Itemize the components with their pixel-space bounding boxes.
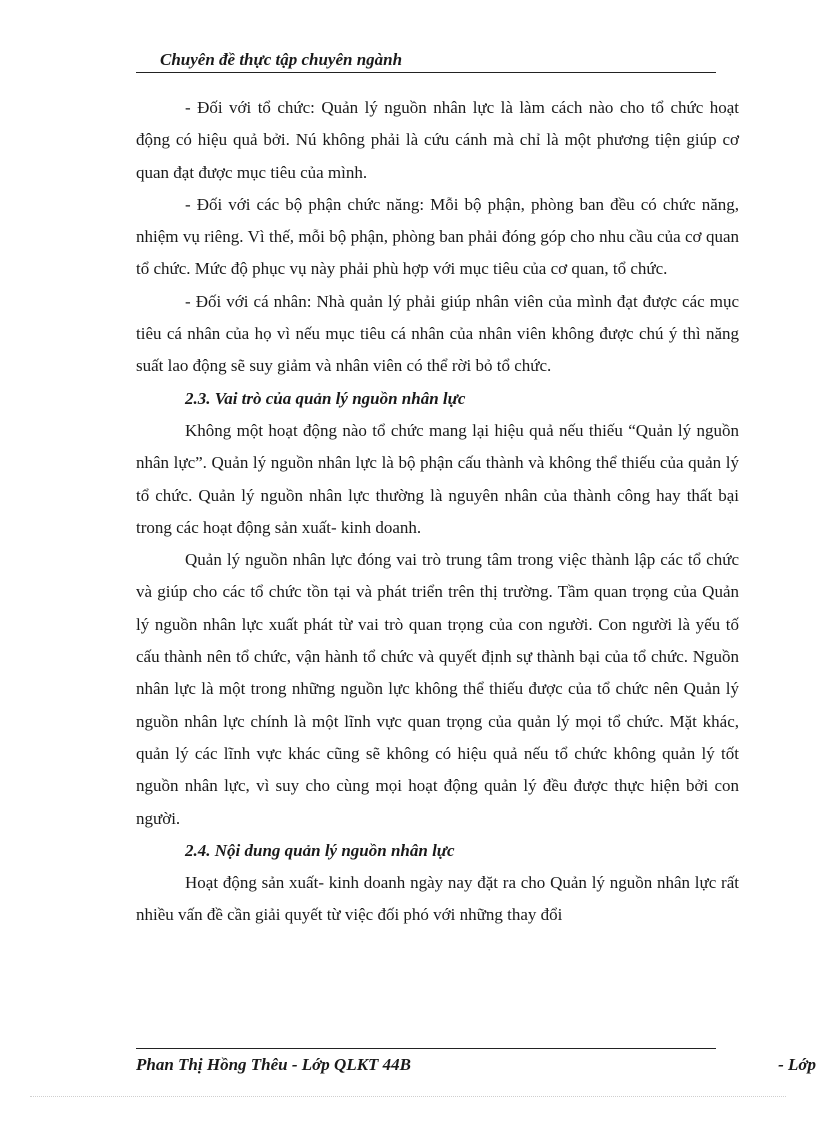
paragraph-content-intro: Hoạt động sản xuất- kinh doanh ngày nay đặt ra cho Quản lý nguồn nhân lực rất nhiều vấn đề cần giải quyết từ việc đối phó với những thay đổi — [136, 873, 739, 925]
footer-class-fragment: - Lớp — [778, 1055, 816, 1074]
document-body — [136, 92, 739, 932]
paragraph-role-central: Quản lý nguồn nhân lực đóng vai trò trung tâm trong việc thành lập các tổ chức và giúp cho các tổ chức tồn tại và phát triển trên thị trường. Tầm quan trọng của Quản lý nguồn nhân lực xuất phát từ vai trò quan trọng của con người. Con người là yếu tố cấu thành nên tổ chức, vận hành tổ chức và quyết định sự thành bại của tổ chức. Nguồn nhân lực là một trong những nguồn lực không thể thiếu được của tổ chức nên Quản lý nguồn nhân lực chính là một lĩnh vực quan trọng của quản lý mọi tổ chức. Mặt khác, quản lý các lĩnh vực khác cũng sẽ không có hiệu quả nếu tổ chức không quản lý tốt nguồn nhân lực, vì suy cho cùng mọi hoạt động quản lý đều được thực hiện bởi con người. — [136, 550, 739, 828]
section-heading-2-4: 2.4. Nội dung quản lý nguồn nhân lực — [185, 840, 455, 860]
page-bottom-border — [30, 1096, 786, 1097]
paragraph-org: - Đối với tổ chức: Quản lý nguồn nhân lực là làm cách nào cho tổ chức hoạt động có hiệu quả bởi. Nú không phải là cứu cánh mà chỉ là một phương tiện giúp cơ quan đạt được mục tiêu của mình. — [136, 98, 739, 182]
footer-rule — [136, 1048, 716, 1049]
header-title: Chuyên đề thực tập chuyên ngành — [160, 50, 403, 69]
footer-author: Phan Thị Hồng Thêu - Lớp QLKT 44B — [136, 1055, 412, 1074]
paragraph-departments: - Đối với các bộ phận chức năng: Mỗi bộ phận, phòng ban đều có chức năng, nhiệm vụ riêng. Vì thế, mỗi bộ phận, phòng ban phải đóng góp cho nhu cầu của cơ quan tổ chức. Mức độ phục vụ này phải phù hợp với mục tiêu của cơ quan, tổ chức. — [136, 194, 739, 279]
page-header — [136, 46, 716, 73]
section-heading-2-3: 2.3. Vai trò của quản lý nguồn nhân lực — [185, 388, 466, 408]
paragraph-individual: - Đối với cá nhân: Nhà quản lý phải giúp nhân viên của mình đạt được các mục tiêu cá nhân của họ vì nếu mục tiêu cá nhân của nhân viên không được chú ý thì năng suất lao động sẽ suy giảm và nhân viên có thể rời bỏ tổ chức. — [136, 291, 739, 376]
paragraph-role-intro: Không một hoạt động nào tổ chức mang lại hiệu quả nếu thiếu “Quản lý nguồn nhân lực”. Quản lý nguồn nhân lực là bộ phận cấu thành và không thể thiếu của quản lý tổ chức. Quản lý nguồn nhân lực thường là nguyên nhân của thành công hay thất bại trong các hoạt động sản xuất- kinh doanh. — [136, 420, 739, 537]
